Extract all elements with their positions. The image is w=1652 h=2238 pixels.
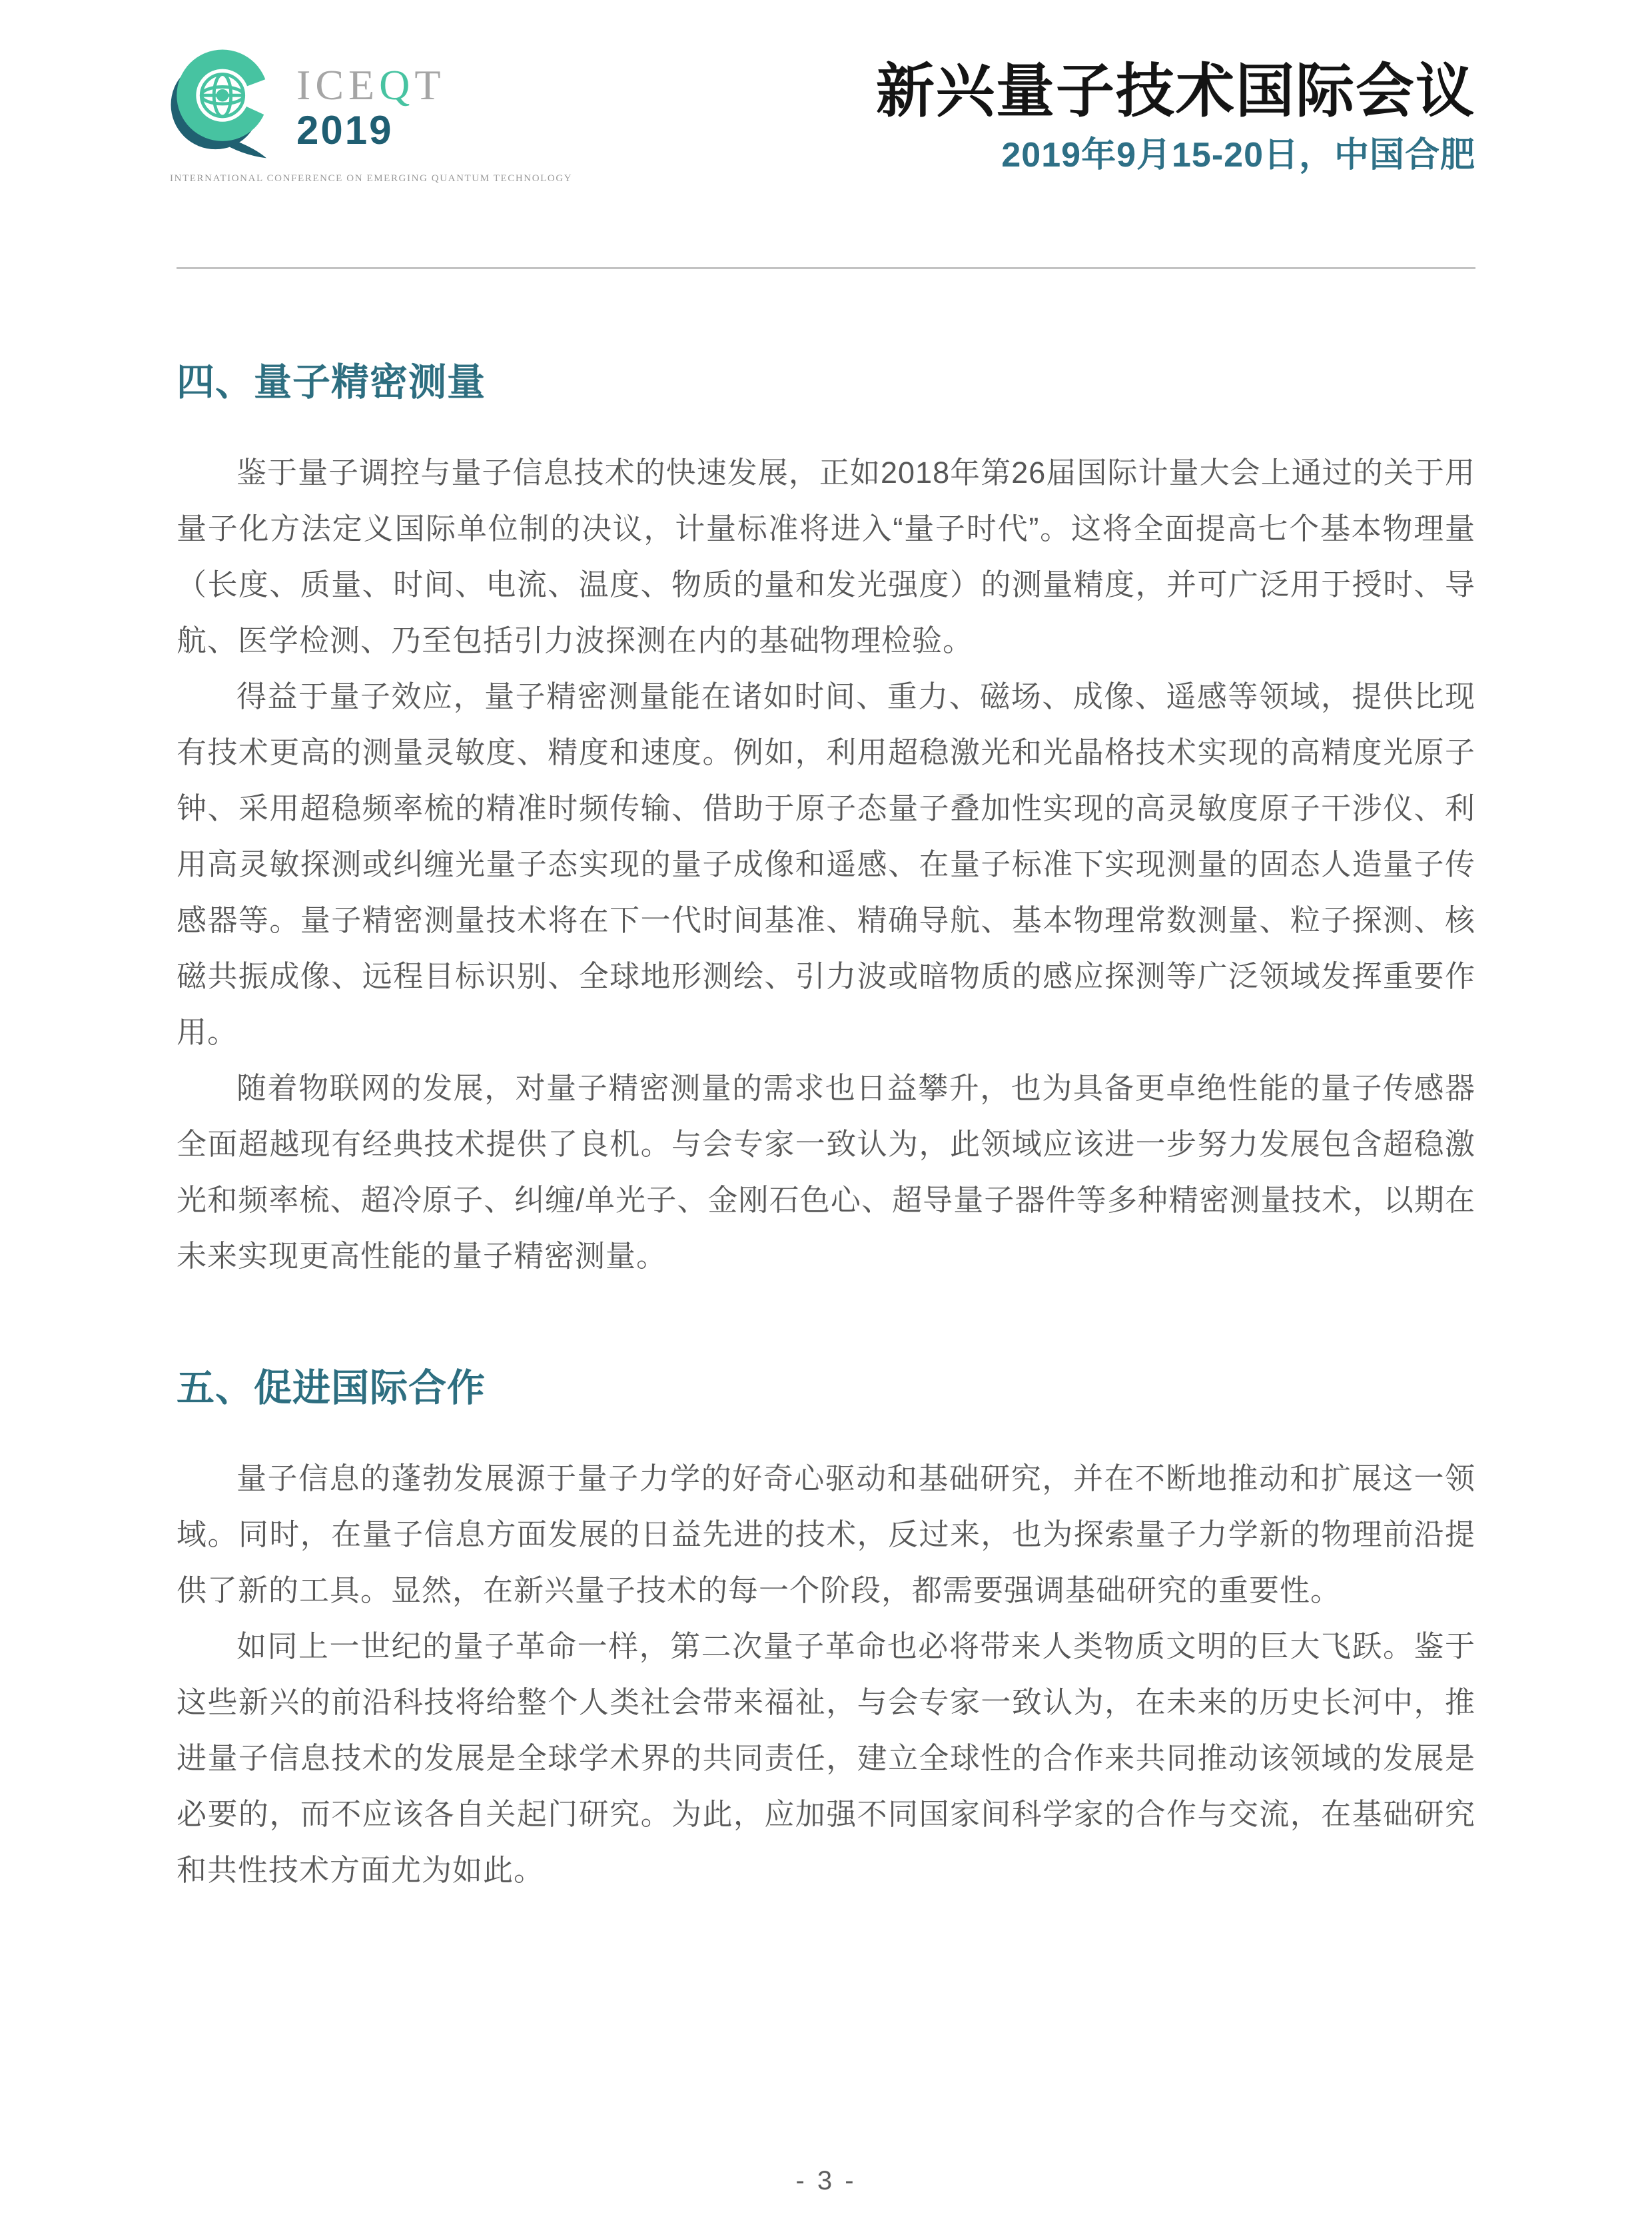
- logo-acronym: [296, 61, 446, 109]
- page-title: 新兴量子技术国际会议: [875, 58, 1475, 124]
- logo-letter-q: Q: [379, 61, 415, 109]
- paragraph: 量子信息的蓬勃发展源于量子力学的好奇心驱动和基础研究，并在不断地推动和扩展这一领域。同时，在量子信息方面发展的日益先进的技术，反过来，也为探索量子力学新的物理前沿提供了新的工具。显然，在新兴量子技术的每一个阶段，都需要强调基础研究的重要性。: [177, 1461, 1475, 1607]
- header-title-block: [876, 55, 1475, 176]
- globe-q-logo-icon: [169, 39, 286, 164]
- conference-logo: [169, 39, 573, 185]
- header-divider: [177, 267, 1475, 269]
- document-body: [177, 358, 1475, 1898]
- paragraph: 鉴于量子调控与量子信息技术的快速发展，正如2018年第26届国际计量大会上通过的关于用量子化方法定义国际单位制的决议，计量标准将进入“量子时代”。这将全面提高七个基本物理量（长度、质量、时间、电流、温度、物质的量和发光强度）的测量精度，并可广泛用于授时、导航、医学检测、乃至包括引力波探测在内的基础物理检验。: [177, 456, 1475, 657]
- logo-tagline: INTERNATIONAL CONFERENCE ON EMERGING QUANTUM TECHNOLOGY: [170, 173, 573, 184]
- logo-letter-t: T: [414, 61, 446, 109]
- section-heading-quantum-metrology: 四、量子精密测量: [177, 361, 486, 404]
- paragraph: 随着物联网的发展，对量子精密测量的需求也日益攀升，也为具备更卓绝性能的量子传感器全面超越现有经典技术提供了良机。与会专家一致认为，此领域应该进一步努力发展包含超稳激光和频率梳、超冷原子、纠缠/单光子、金刚石色心、超导量子器件等多种精密测量技术，以期在未来实现更高性能的量子精密测量。: [177, 1071, 1475, 1273]
- paragraph: 得益于量子效应，量子精密测量能在诸如时间、重力、磁场、成像、遥感等领域，提供比现有技术更高的测量灵敏度、精度和速度。例如，利用超稳激光和光晶格技术实现的高精度光原子钟、采用超稳频率梳的精准时频传输、借助于原子态量子叠加性实现的高灵敏度原子干涉仪、利用高灵敏探测或纠缠光量子态实现的量子成像和遥感、在量子标准下实现测量的固态人造量子传感器等。量子精密测量技术将在下一代时间基准、精确导航、基本物理常数测量、粒子探测、核磁共振成像、远程目标识别、全球地形测绘、引力波或暗物质的感应探测等广泛领域发挥重要作用。: [177, 679, 1475, 1049]
- paragraph: 如同上一世纪的量子革命一样，第二次量子革命也必将带来人类物质文明的巨大飞跃。鉴于这些新兴的前沿科技将给整个人类社会带来福祉，与会专家一致认为，在未来的历史长河中，推进量子信息技术的发展是全球学术界的共同责任，建立全球性的合作来共同推动该领域的发展是必要的，而不应该各自关起门研究。为此，应加强不同国家间科学家的合作与交流，在基础研究和共性技术方面尤为如此。: [177, 1629, 1475, 1887]
- logo-letters-ice: ICE: [296, 61, 380, 109]
- logo-year: 2019: [296, 108, 394, 153]
- section-heading-international-cooperation: 五、促进国际合作: [177, 1367, 486, 1409]
- page-number: - 3 -: [795, 2166, 857, 2195]
- conference-date-location: 2019年9月15-20日，中国合肥: [1001, 136, 1475, 175]
